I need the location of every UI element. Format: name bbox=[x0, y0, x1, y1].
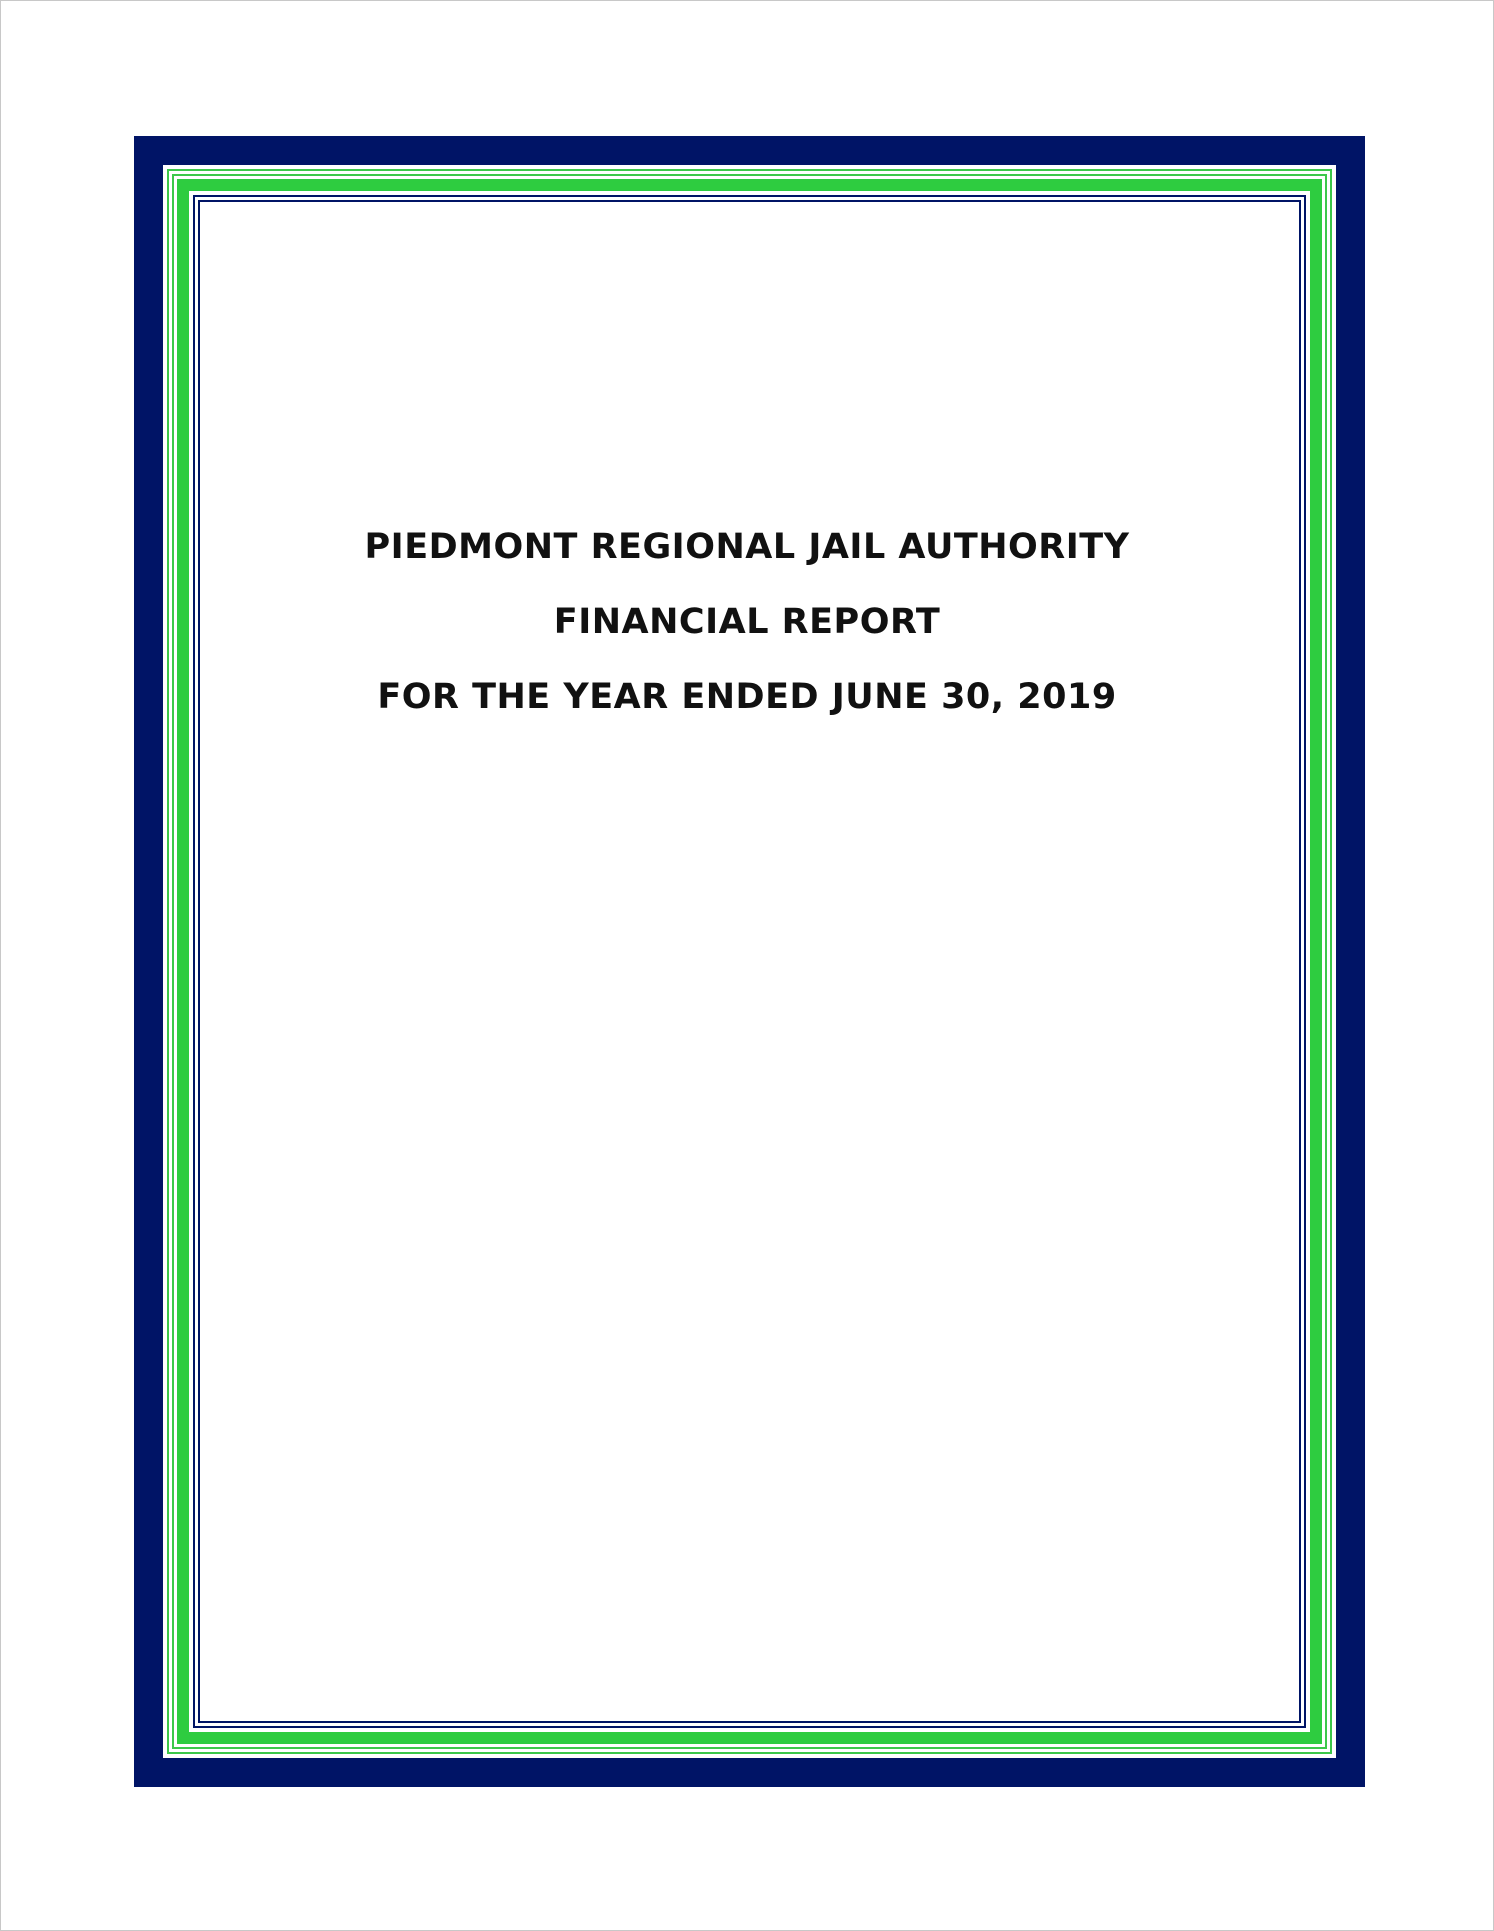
organization-name: PIEDMONT REGIONAL JAIL AUTHORITY bbox=[364, 527, 1130, 567]
report-title: FINANCIAL REPORT bbox=[553, 602, 941, 642]
report-title-block bbox=[0, 527, 1494, 755]
frame-thin-navy-inner bbox=[198, 200, 1301, 1723]
decorative-frame bbox=[134, 136, 1365, 1787]
report-period: FOR THE YEAR ENDED JUNE 30, 2019 bbox=[377, 677, 1117, 717]
frame-inner-area bbox=[163, 165, 1336, 1758]
